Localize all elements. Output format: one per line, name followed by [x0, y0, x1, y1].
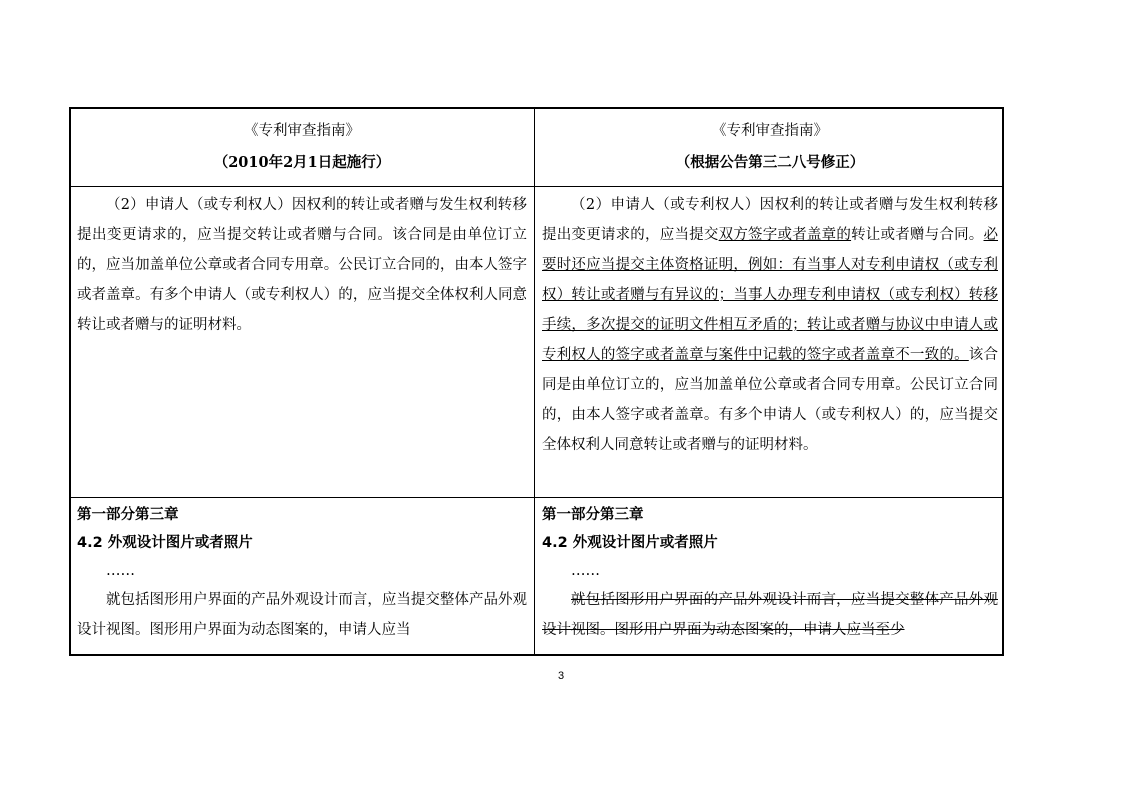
- comparison-table: [69, 107, 1004, 656]
- left-header-subtitle: （2010年2月1日起施行）: [213, 154, 391, 171]
- right-column-header: [535, 109, 1004, 186]
- left-column-header: [71, 109, 534, 186]
- right-row1-underlined-b: 双方签字或者盖章的: [718, 227, 852, 243]
- right-row1-text: [542, 187, 998, 460]
- right-row1-text-a: （2）申请人（或专利权人）因权利的转让或者赠与发生权利转移提出变更请求的，应当提交: [542, 197, 998, 243]
- left-section-title: 第一部分第三章: [77, 507, 179, 523]
- left-header-title: 《专利审查指南》: [244, 123, 360, 139]
- right-row1-underlined-d: 必要时还应当提交主体资格证明，例如：有当事人对专利申请权（或专利权）转让或者赠与有异议的；当事人办理专利申请权（或专利权）转移手续，多次提交的证明文件相互矛盾的；转让或者赠与协议中申请人或专利权人的签字或者盖章与案件中记载的签字或者盖章不一致的。: [542, 227, 999, 363]
- page-number: 3: [557, 670, 565, 682]
- right-row1-text-e: 该合同是由单位订立的，应当加盖单位公章或者合同专用章。公民订立合同的，由本人签字或者盖章。有多个申请人（或专利权人）的，应当提交全体权利人同意转让或者赠与的证明材料。: [542, 347, 998, 453]
- row-divider: [71, 497, 1002, 498]
- right-section-title: 第一部分第三章: [542, 507, 644, 523]
- right-section-heading: 4.2 外观设计图片或者照片: [542, 535, 718, 551]
- right-row2-cell: [535, 499, 1004, 656]
- left-row2-text: 就包括图形用户界面的产品外观设计而言，应当提交整体产品外观设计视图。图形用户界面为动态图案的，申请人应当: [77, 592, 527, 638]
- left-row1-cell: [71, 187, 534, 497]
- left-row1-text: （2）申请人（或专利权人）因权利的转让或者赠与发生权利转移提出变更请求的，应当提交转让或者赠与合同。该合同是由单位订立的，应当加盖单位公章或者合同专用章。公民订立合同的，由本人签字或者盖章。有多个申请人（或专利权人）的，应当提交全体权利人同意转让或者赠与的证明材料。: [77, 197, 527, 333]
- left-section-heading: 4.2 外观设计图片或者照片: [77, 535, 253, 551]
- right-row2-struck-text: 就包括图形用户界面的产品外观设计而言，应当提交整体产品外观设计视图。图形用户界面为动态图案的，申请人应当至少: [542, 592, 998, 638]
- right-header-title: 《专利审查指南》: [712, 123, 828, 139]
- left-row2-cell: [71, 499, 534, 656]
- right-header-subtitle: （根据公告第三二八号修正）: [675, 154, 865, 171]
- right-row1-text-c: 转让或者赠与合同。: [851, 227, 984, 243]
- left-ellipsis: ……: [106, 563, 135, 579]
- right-row1-cell: [535, 187, 1004, 497]
- right-ellipsis: ……: [571, 563, 600, 579]
